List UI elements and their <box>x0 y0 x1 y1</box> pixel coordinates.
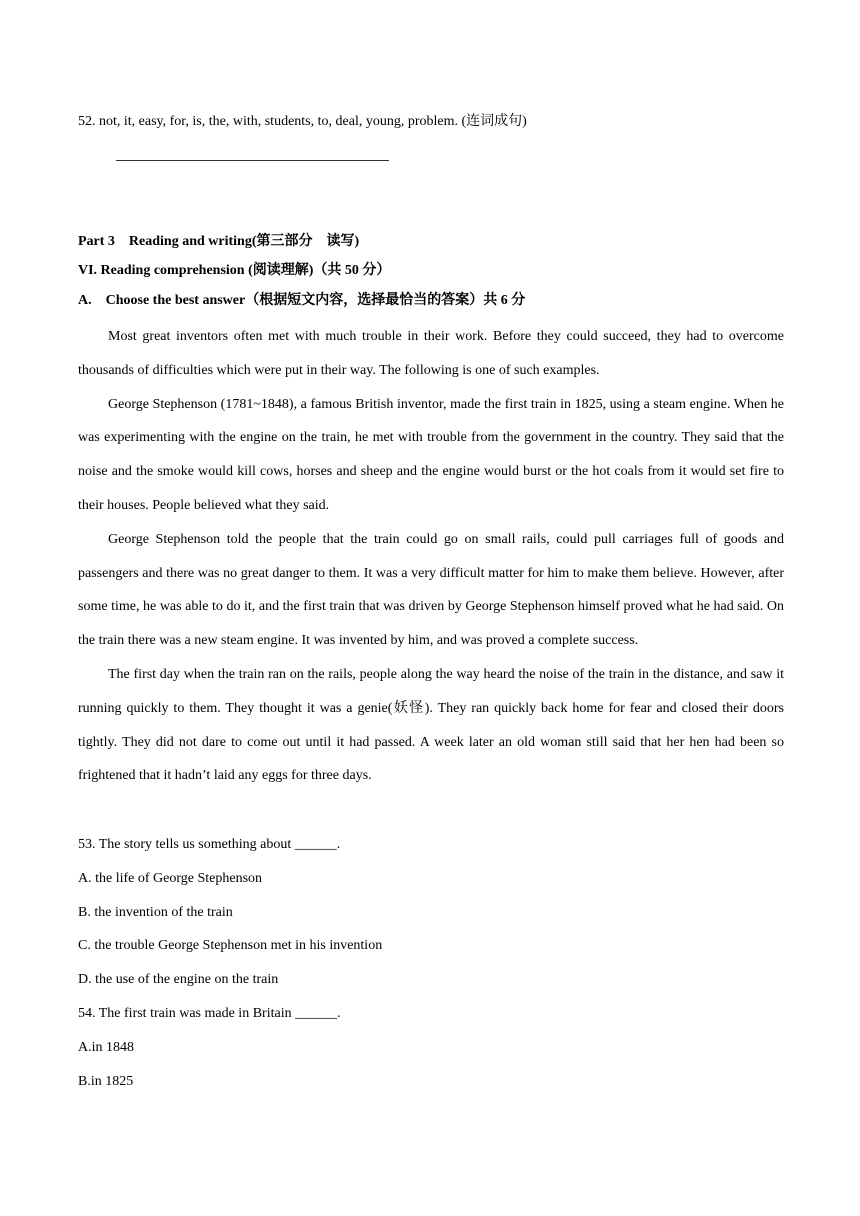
question-54-option-b: B.in 1825 <box>78 1074 134 1089</box>
question-53-option-a: A. the life of George Stephenson <box>78 871 263 886</box>
question-53-option-c: C. the trouble George Stephenson met in his invention <box>78 938 383 953</box>
passage-paragraph: George Stephenson (1781~1848), a famous British inventor, made the first train in 1825, using a steam engine. When he was experimenting with the engine on the train, he met with trouble from the government in the country. They said that the noise and the smoke would kill cows, horses and sheep and the engine would burst or the hot coals from it would set fire to their houses. People believed what they said. <box>78 396 784 513</box>
part3-heading: Part 3 Reading and writing(第三部分 读写) <box>78 234 360 249</box>
sub-section-heading: A. Choose the best answer（根据短文内容，选择最恰当的答案）共 6 分 <box>78 293 526 308</box>
passage-paragraph: George Stephenson told the people that the train could go on small rails, could pull carriages full of goods and passengers and there was no great danger to them. It was a very difficult matter for him to make them believe. However, after some time, he was able to do it, and the first train that was driven by George Stephenson himself proved what he had said. On the train there was a new steam engine. It was invented by him, and was proved a complete success. <box>78 531 784 649</box>
answer-blank-line <box>116 160 389 161</box>
question-54-option-a: A.in 1848 <box>78 1040 134 1055</box>
question-52: 52. not, it, easy, for, is, the, with, students, to, deal, young, problem. (连词成句) <box>78 114 527 129</box>
question-54-stem: 54. The first train was made in Britain ______. <box>78 1006 341 1021</box>
question-53-option-b: B. the invention of the train <box>78 905 233 920</box>
question-53-option-d: D. the use of the engine on the train <box>78 972 279 987</box>
section-heading: VI. Reading comprehension (阅读理解)（共 50 分） <box>78 263 391 278</box>
passage-paragraph: Most great inventors often met with much trouble in their work. Before they could succeed, they had to overcome thousands of difficulties which were put in their way. The following is one of such examples. <box>78 329 784 378</box>
passage-paragraph: The first day when the train ran on the rails, people along the way heard the noise of the train in the distance, and saw it running quickly to them. They thought it was a genie(妖怪). They ran quickly back home for fear and closed their doors tightly. They did not dare to come out until it had passed. A week later an old woman still said that her hen had been so frightened that it hadn’t laid any eggs for three days. <box>78 666 784 784</box>
reading-passage <box>78 320 784 793</box>
question-53-stem: 53. The story tells us something about ______. <box>78 837 341 852</box>
